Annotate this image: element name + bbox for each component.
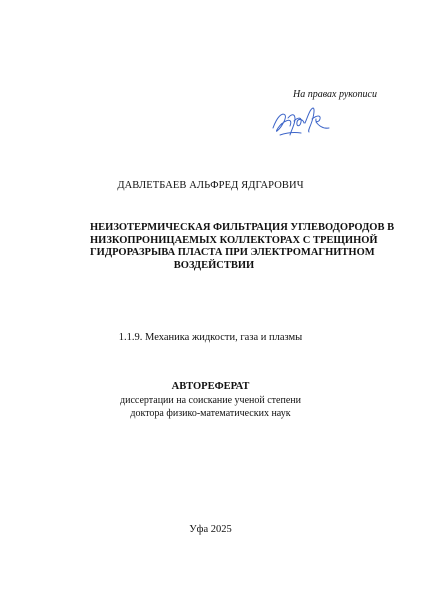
dissertation-title [90,222,395,272]
degree-purpose [0,395,421,420]
manuscript-rights-note: На правах рукописи [293,89,377,100]
degree-purpose-line: доктора физико-математических наук [130,407,291,419]
title-line: НЕИЗОТЕРМИЧЕСКАЯ ФИЛЬТРАЦИЯ УГЛЕВОДОРОДОВ В [90,222,395,233]
title-line: НИЗКОПРОНИЦАЕМЫХ КОЛЛЕКТОРАХ С ТРЕЩИНОЙ [90,234,378,246]
title-line: ВОЗДЕЙСТВИИ [173,259,255,271]
specialty-code: 1.1.9. Механика жидкости, газа и плазмы [118,332,303,343]
abstract-heading: АВТОРЕФЕРАТ [171,381,250,392]
title-line: ГИДРОРАЗРЫВА ПЛАСТА ПРИ ЭЛЕКТРОМАГНИТНОМ [90,247,375,259]
degree-purpose-line: диссертации на соискание ученой степени [120,395,301,406]
author-name: ДАВЛЕТБАЕВ АЛЬФРЕД ЯДГАРОВИЧ [117,180,304,191]
handwritten-signature-icon [268,104,334,140]
city-and-year: Уфа 2025 [189,524,232,535]
